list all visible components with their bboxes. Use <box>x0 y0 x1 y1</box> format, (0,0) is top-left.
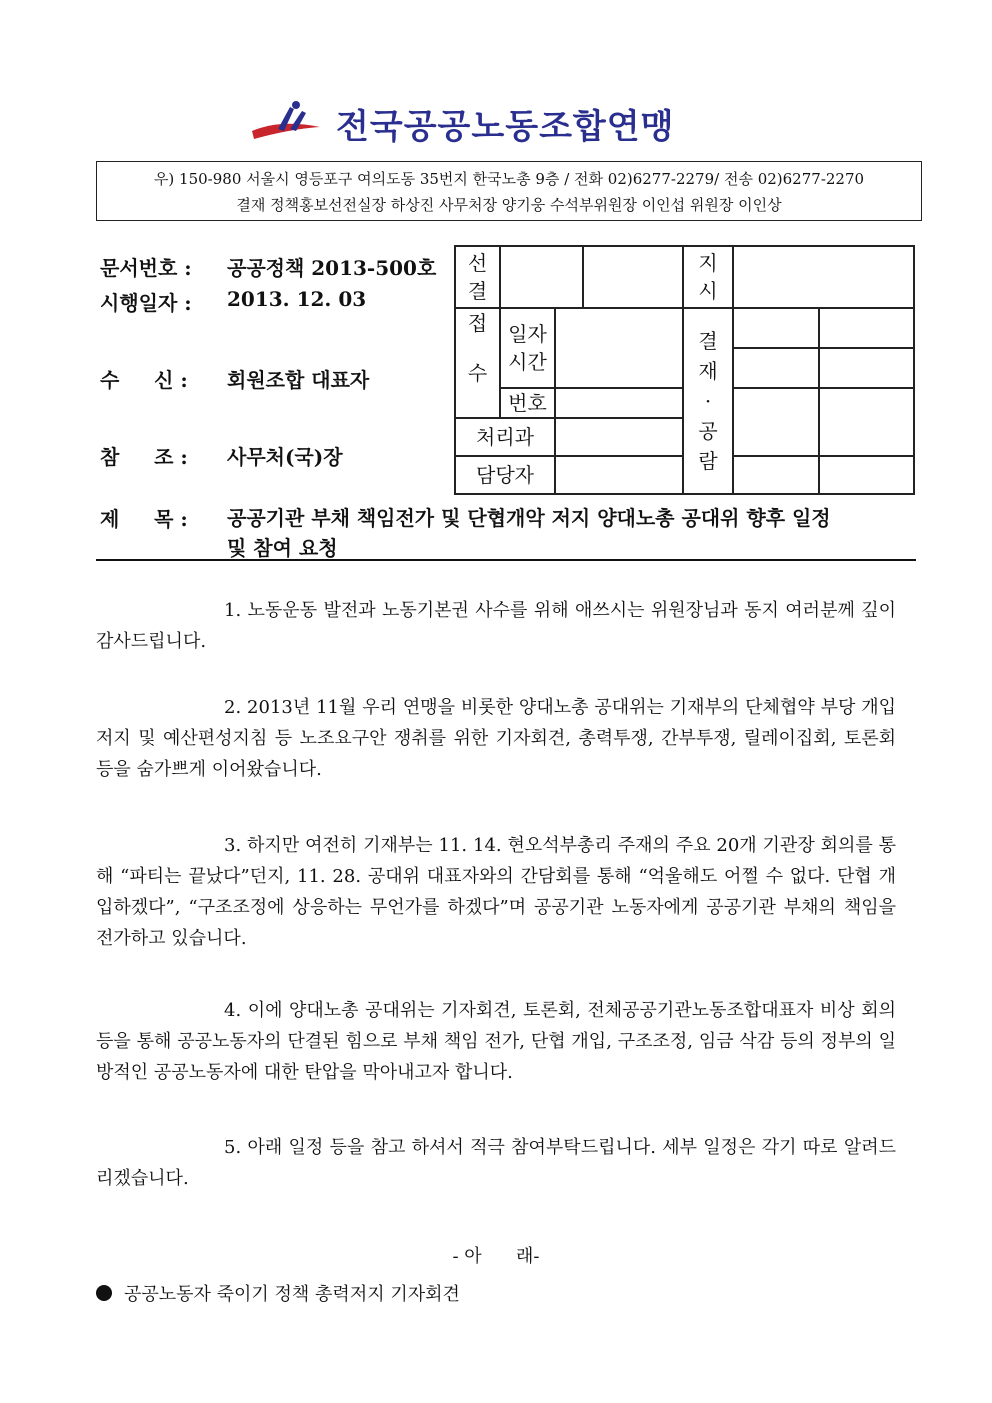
jeop-su-cell: 접 수 <box>455 308 500 418</box>
union-emblem-icon <box>250 99 330 147</box>
instruction-cell <box>733 246 914 308</box>
approval-table <box>454 245 915 495</box>
below-heading: - 아 래- <box>452 1246 540 1267</box>
review-cell <box>819 456 914 494</box>
bullet-text: 공공노동자 죽이기 정책 총력저지 기자회견 <box>124 1284 460 1305</box>
gyeoljae-gongram-cell: 결 재 · 공 람 <box>683 308 733 494</box>
sign-cell <box>500 246 583 308</box>
dept-label-cell: 처리과 <box>455 418 555 456</box>
org-name: 전국공공노동조합연맹 <box>336 106 675 147</box>
review-cell <box>819 348 914 388</box>
subject-label: 제 목 : <box>100 507 188 531</box>
doc-no-value: 공공정책 2013-500호 <box>227 256 437 280</box>
date-time-value-cell <box>555 308 683 388</box>
review-cell <box>819 388 914 456</box>
address-line: 우) 150-980 서울시 영등포구 여의도동 35번지 한국노총 9층 / 전화 02)6277-2279/ 전송 02)6277-2270 <box>153 170 865 188</box>
dept-value-cell <box>555 418 683 456</box>
subject-divider <box>96 559 916 561</box>
paragraph-2: 2. 2013년 11월 우리 연맹을 비롯한 양대노총 공대위는 기재부의 단체협약 부당 개입 저지 및 예산편성지침 등 노조요구안 쟁취를 위한 기자회견, 총력투쟁, 간부투쟁, 릴레이집회, 토론회 등을 숨가쁘게 이어왔습니다. <box>96 697 896 780</box>
doc-no-label: 문서번호 : <box>100 256 192 280</box>
bullet-item <box>96 1280 460 1306</box>
review-cell <box>733 308 819 348</box>
number-label-cell: 번호 <box>500 388 555 418</box>
recipient-value: 회원조합 대표자 <box>227 368 370 392</box>
sign-cell <box>583 246 683 308</box>
ji-si-cell: 지 시 <box>683 246 733 308</box>
manager-value-cell <box>555 456 683 494</box>
review-cell <box>733 348 819 388</box>
number-value-cell <box>555 388 683 418</box>
paragraph-5: 5. 아래 일정 등을 참고 하셔서 적극 참여부탁드립니다. 세부 일정은 각기 따로 알려드리겠습니다. <box>96 1137 896 1189</box>
date-time-label-cell: 일자 시간 <box>500 308 555 388</box>
ref-value: 사무처(국)장 <box>227 445 343 469</box>
review-cell <box>819 308 914 348</box>
ref-label: 참 조 : <box>100 445 188 469</box>
date-label: 시행일자 : <box>100 291 192 315</box>
paragraph-4: 4. 이에 양대노총 공대위는 기자회견, 토론회, 전체공공기관노동조합대표자 비상 회의 등을 통해 공공노동자의 단결된 힘으로 부채 책임 전가, 단협 개입, 구조조정, 임금 삭감 등의 정부의 일방적인 공공노동자에 대한 탄압을 막아내고자 합니다. <box>96 1000 896 1083</box>
paragraph-1: 1. 노동운동 발전과 노동기본권 사수를 위해 애쓰시는 위원장님과 동지 여러분께 깊이 감사드립니다. <box>96 600 896 652</box>
approval-line: 결재 정책홍보선전실장 하상진 사무처장 양기웅 수석부위원장 이인섭 위원장 이인상 <box>236 196 782 214</box>
manager-label-cell: 담당자 <box>455 456 555 494</box>
review-cell <box>733 456 819 494</box>
subject-title: 공공기관 부채 책임전가 및 단협개악 저지 양대노총 공대위 향후 일정 및 참여 요청 <box>227 506 831 560</box>
org-logo <box>250 98 674 148</box>
bullet-icon <box>96 1285 112 1301</box>
seon-gyeol-cell: 선 결 <box>455 246 500 308</box>
date-value: 2013. 12. 03 <box>227 287 367 311</box>
review-cell <box>733 388 819 456</box>
paragraph-3: 3. 하지만 여전히 기재부는 11. 14. 현오석부총리 주재의 주요 20개 기관장 회의를 통해 “파티는 끝났다”던지, 11. 28. 공대위 대표자와의 간담회를 통해 “억울해도 어쩔 수 없다. 단협 개입하겠다”, “구조조정에 상응하는 무언가를 하겠다”며 공공기관 노동자에게 공공기관 부채의 책임을 전가하고 있습니다. <box>96 835 896 949</box>
address-box <box>96 161 922 221</box>
recipient-label: 수 신 : <box>100 368 188 392</box>
